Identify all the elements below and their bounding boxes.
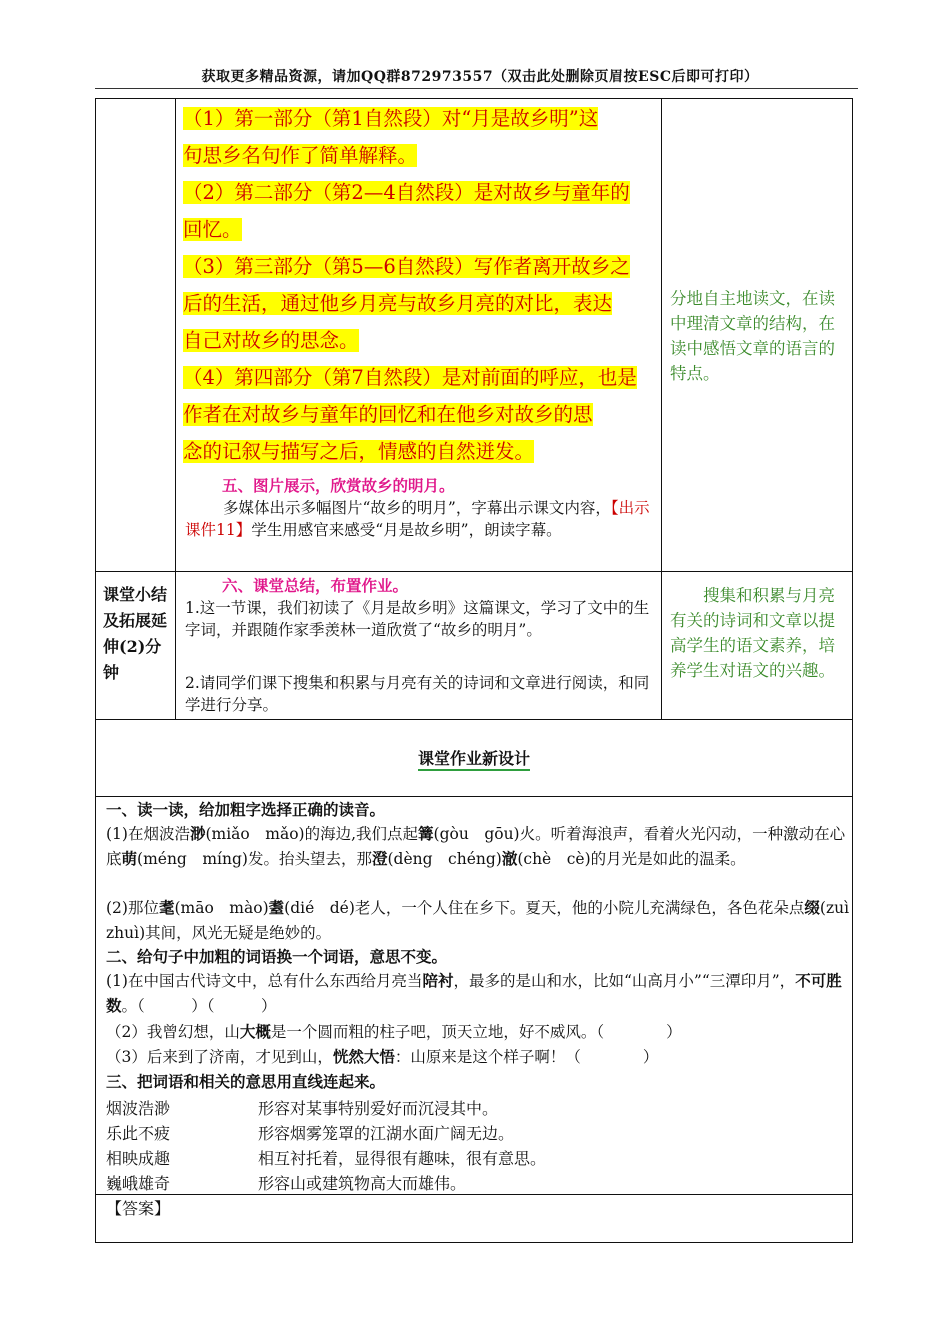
step5-text xyxy=(185,497,659,541)
courseware-bracket: 【出示课件11】 xyxy=(185,499,650,539)
section-label-summary: 课堂小结及拓展延伸(2)分钟 xyxy=(103,585,168,682)
step6-item-2: 2.请同学们课下搜集和积累与月亮有关的诗词和文章进行阅读，和同学进行分享。 xyxy=(185,674,650,714)
design-intent-1: 分地自主地读文，在读中理清文章的结构，在读中感悟文章的语言的特点。 xyxy=(670,289,835,383)
q3-word: 巍峨雄奇 xyxy=(106,1174,171,1193)
row-divider-4 xyxy=(95,1194,853,1195)
q3-meaning: 形容山或建筑物高大而雄伟。 xyxy=(258,1174,467,1193)
q3-title: 三、把词语和相关的意思用直线连起来。 xyxy=(106,1072,386,1091)
q2-title: 二、给句子中加粗的词语换一个词语，意思不变。 xyxy=(106,947,448,966)
q1-title: 一、读一读，给加粗字选择正确的读音。 xyxy=(106,800,386,819)
q3-word: 乐此不疲 xyxy=(106,1124,171,1143)
structure-line: （1）第一部分（第1自然段）对“月是故乡明”这 xyxy=(183,107,599,130)
q2-item-3: （3）后来到了济南，才见到山，恍然大悟：山原来是这个样子啊！（ ） xyxy=(106,1047,659,1066)
q3-word: 相映成趣 xyxy=(106,1149,171,1168)
structure-line: 回忆。 xyxy=(183,218,242,241)
structure-line: 句思乡名句作了简单解释。 xyxy=(183,144,418,167)
structure-line: （2）第二部分（第2—4自然段）是对故乡与童年的 xyxy=(183,181,630,204)
design-intent-2: 搜集和积累与月亮有关的诗词和文章以提高学生的语文素养，培养学生对语文的兴趣。 xyxy=(670,586,835,680)
structure-line: 念的记叙与描写之后，情感的自然迸发。 xyxy=(183,440,535,463)
structure-line: 自己对故乡的思念。 xyxy=(183,329,359,352)
answer-label: 【答案】 xyxy=(106,1199,171,1218)
homework-title: 课堂作业新设计 xyxy=(95,746,853,769)
structure-line: 后的生活，通过他乡月亮与故乡月亮的对比，表达 xyxy=(183,292,613,315)
col-divider-1 xyxy=(175,98,176,720)
structure-line: （3）第三部分（第5—6自然段）写作者离开故乡之 xyxy=(183,255,630,278)
q3-meaning: 形容对某事特别爱好而沉浸其中。 xyxy=(258,1099,499,1118)
col-divider-2 xyxy=(661,98,662,720)
row-divider-1 xyxy=(95,571,853,572)
q1-item-1: (1)在烟波浩渺(miǎo mǎo)的海边,我们点起篝(gòu gōu)火。听着海浪声，看着火光闪动，一种激动在心底萌(méng míng)发。抬头望去，那澄(dèng chéng)澈(chè cè)的月光是如此的温柔。 xyxy=(106,824,846,868)
row-divider-2 xyxy=(95,719,853,720)
structure-line: （4）第四部分（第7自然段）是对前面的呼应，也是 xyxy=(183,366,637,389)
q2-item-1: (1)在中国古代诗文中，总有什么东西给月亮当陪衬，最多的是山和水，比如“山高月小”“三潭印月”，不可胜数。（ ）（ ） xyxy=(106,971,842,1015)
page-header: 获取更多精品资源，请加QQ群872973557（双击此处删除页眉按ESC后即可打印） xyxy=(201,69,759,85)
structure-analysis xyxy=(183,100,661,470)
q3-meaning: 形容烟雾笼罩的江湖水面广阔无边。 xyxy=(258,1124,515,1143)
step6-item-1: 1.这一节课，我们初读了《月是故乡明》这篇课文，学习了文中的生字词，并跟随作家季羡林一道欣赏了“故乡的明月”。 xyxy=(185,599,650,639)
header-rule xyxy=(95,88,858,89)
step5-title: 五、图片展示，欣赏故乡的明月。 xyxy=(222,476,455,495)
q2-item-2: （2）我曾幻想，山大概是一个圆而粗的柱子吧，顶天立地，好不威风。（ ） xyxy=(106,1022,682,1041)
q3-word: 烟波浩渺 xyxy=(106,1099,171,1118)
step5-text-a: 多媒体出示多幅图片“故乡的明月”，字幕出示课文内容， xyxy=(223,499,611,517)
q3-meaning: 相互衬托着，显得很有趣味，很有意思。 xyxy=(258,1149,547,1168)
row-divider-3 xyxy=(95,796,853,797)
q1-item-2: (2)那位耄(māo mào)耋(dié dé)老人，一个人住在乡下。夏天，他的小院儿充满绿色，各色花朵点缀(zuì zhuì)其间，风光无疑是绝妙的。 xyxy=(106,898,865,942)
structure-line: 作者在对故乡与童年的回忆和在他乡对故乡的思 xyxy=(183,403,593,426)
step5-text-b: 学生用感官来感受“月是故乡明”，朗读字幕。 xyxy=(251,521,562,539)
step6-title: 六、课堂总结，布置作业。 xyxy=(222,576,409,595)
